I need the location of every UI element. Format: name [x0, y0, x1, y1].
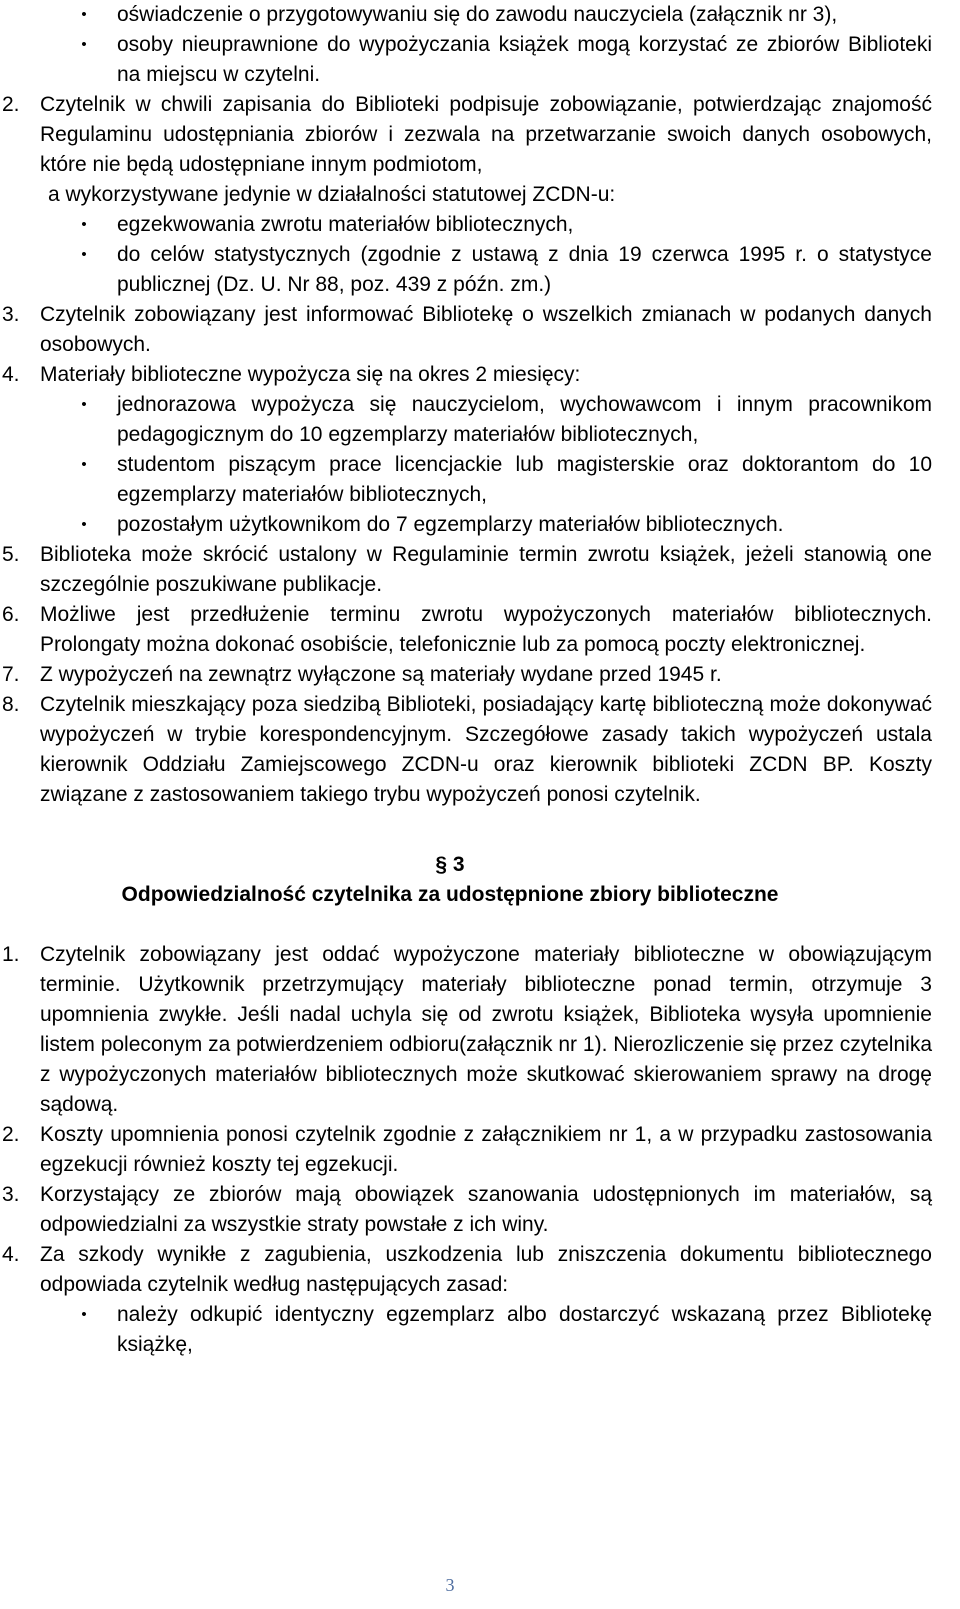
numbered-item — [0, 1180, 932, 1240]
section-title: Odpowiedzialność czytelnika za udostępnione zbiory biblioteczne — [121, 883, 779, 906]
numbered-item — [0, 360, 932, 390]
item-number: 2. — [2, 93, 20, 116]
bullet-icon: • — [81, 216, 87, 233]
bullet-text: oświadczenie o przygotowywaniu się do zawodu nauczyciela (załącznik nr 3), — [117, 3, 838, 26]
item-number: 5. — [2, 543, 20, 566]
numbered-item — [0, 940, 932, 1120]
item-text: Z wypożyczeń na zewnątrz wyłączone są materiały wydane przed 1945 r. — [40, 663, 722, 686]
bullet-item — [0, 1300, 932, 1360]
numbered-item — [0, 90, 932, 180]
bullet-item — [0, 510, 932, 540]
sub-paragraph: a wykorzystywane jedynie w działalności statutowej ZCDN-u: — [48, 183, 616, 206]
item-text: Koszty upomnienia ponosi czytelnik zgodnie z załącznikiem nr 1, a w przypadku zastosowania egzekucji również koszty tej egzekucji. — [40, 1123, 932, 1176]
item-number: 6. — [2, 603, 20, 626]
item-text: Możliwe jest przedłużenie terminu zwrotu wypożyczonych materiałów bibliotecznych. Prolongaty można dokonać osobiście, telefonicznie lub za pomocą poczty elektronicznej. — [40, 603, 932, 656]
spacer — [0, 810, 960, 850]
bullet-item — [0, 240, 932, 300]
numbered-item — [0, 1120, 932, 1180]
item-number: 4. — [2, 363, 20, 386]
item-text: Czytelnik w chwili zapisania do Biblioteki podpisuje zobowiązanie, potwierdzając znajomość Regulaminu udostępniania zbiorów i zezwala na przetwarzanie swoich danych osobowych, które nie będą udostępniane innym podmiotom, — [40, 93, 932, 176]
item-number: 7. — [2, 663, 20, 686]
item-text: Materiały biblioteczne wypożycza się na okres 2 miesięcy: — [40, 363, 581, 386]
item-number: 8. — [2, 693, 20, 716]
numbered-item — [0, 600, 932, 660]
bullet-icon: • — [81, 246, 87, 263]
bullet-icon: • — [81, 6, 87, 23]
bullet-item — [0, 390, 932, 450]
bullet-item — [0, 210, 932, 240]
item-text: Za szkody wynikłe z zagubienia, uszkodzenia lub zniszczenia dokumentu bibliotecznego odpowiada czytelnik według następujących zasad: — [40, 1243, 932, 1296]
numbered-item — [0, 300, 932, 360]
item-number: 4. — [2, 1243, 20, 1266]
numbered-item — [0, 540, 932, 600]
item-text: Czytelnik zobowiązany jest oddać wypożyczone materiały biblioteczne w obowiązującym terminie. Użytkownik przetrzymujący materiały biblioteczne ponad termin, otrzymuje 3 upomnienia zwykłe. Jeśli nadal uchyla się od zwrotu książek, Biblioteka wysyła upomnienie listem poleconym za potwierdzeniem odbioru(załącznik nr 1). Nierozliczenie się przez czytelnika z wypożyczonych materiałów bibliotecznych może skutkować skierowaniem sprawy na drogę sądową. — [40, 943, 932, 1116]
bullet-icon: • — [81, 36, 87, 53]
bullet-item — [0, 450, 932, 510]
item-text: Czytelnik zobowiązany jest informować Bibliotekę o wszelkich zmianach w podanych danych osobowych. — [40, 303, 932, 356]
numbered-item — [0, 1240, 932, 1300]
item-text: Czytelnik mieszkający poza siedzibą Biblioteki, posiadający kartę biblioteczną może dokonywać wypożyczeń w trybie korespondencyjnym. Szczegółowe zasady takich wypożyczeń ustala kierownik Oddziału Zamiejscowego ZCDN-u oraz kierownik biblioteki ZCDN BP. Koszty związane z zastosowaniem takiego trybu wypożyczeń ponosi czytelnik. — [40, 693, 932, 806]
bullet-text: do celów statystycznych (zgodnie z ustawą z dnia 19 czerwca 1995 r. o statystyce publicznej (Dz. U. Nr 88, poz. 439 z późn. zm.) — [117, 243, 932, 296]
bullet-icon: • — [81, 1306, 87, 1323]
item-number: 3. — [2, 303, 20, 326]
numbered-item — [0, 690, 932, 810]
bullet-icon: • — [81, 516, 87, 533]
spacer — [0, 910, 960, 940]
bullet-text: egzekwowania zwrotu materiałów bibliotecznych, — [117, 213, 574, 236]
item-number: 3. — [2, 1183, 20, 1206]
bullet-icon: • — [81, 456, 87, 473]
section-symbol: § 3 — [435, 853, 465, 876]
bullet-item — [0, 0, 932, 30]
bullet-text: należy odkupić identyczny egzemplarz albo dostarczyć wskazaną przez Bibliotekę książkę, — [117, 1303, 932, 1356]
bullet-text: studentom piszącym prace licencjackie lub magisterskie oraz doktorantom do 10 egzemplarzy materiałów bibliotecznych, — [117, 453, 932, 506]
item-text: Biblioteka może skrócić ustalony w Regulaminie termin zwrotu książek, jeżeli stanowią one szczególnie poszukiwane publikacje. — [40, 543, 932, 596]
bullet-text: osoby nieuprawnione do wypożyczania książek mogą korzystać ze zbiorów Biblioteki na miejscu w czytelni. — [117, 33, 932, 86]
bullet-text: pozostałym użytkownikom do 7 egzemplarzy materiałów bibliotecznych. — [117, 513, 784, 536]
item-number: 1. — [2, 943, 20, 966]
item-text: Korzystający ze zbiorów mają obowiązek szanowania udostępnionych im materiałów, są odpowiedzialni za wszystkie straty powstałe z ich winy. — [40, 1183, 932, 1236]
page-number: 3 — [445, 1575, 455, 1595]
bullet-icon: • — [81, 396, 87, 413]
bullet-text: jednorazowa wypożycza się nauczycielom, wychowawcom i innym pracownikom pedagogicznym do 10 egzemplarzy materiałów bibliotecznych, — [117, 393, 932, 446]
bullet-item — [0, 30, 932, 90]
item-number: 2. — [2, 1123, 20, 1146]
numbered-item — [0, 660, 932, 690]
